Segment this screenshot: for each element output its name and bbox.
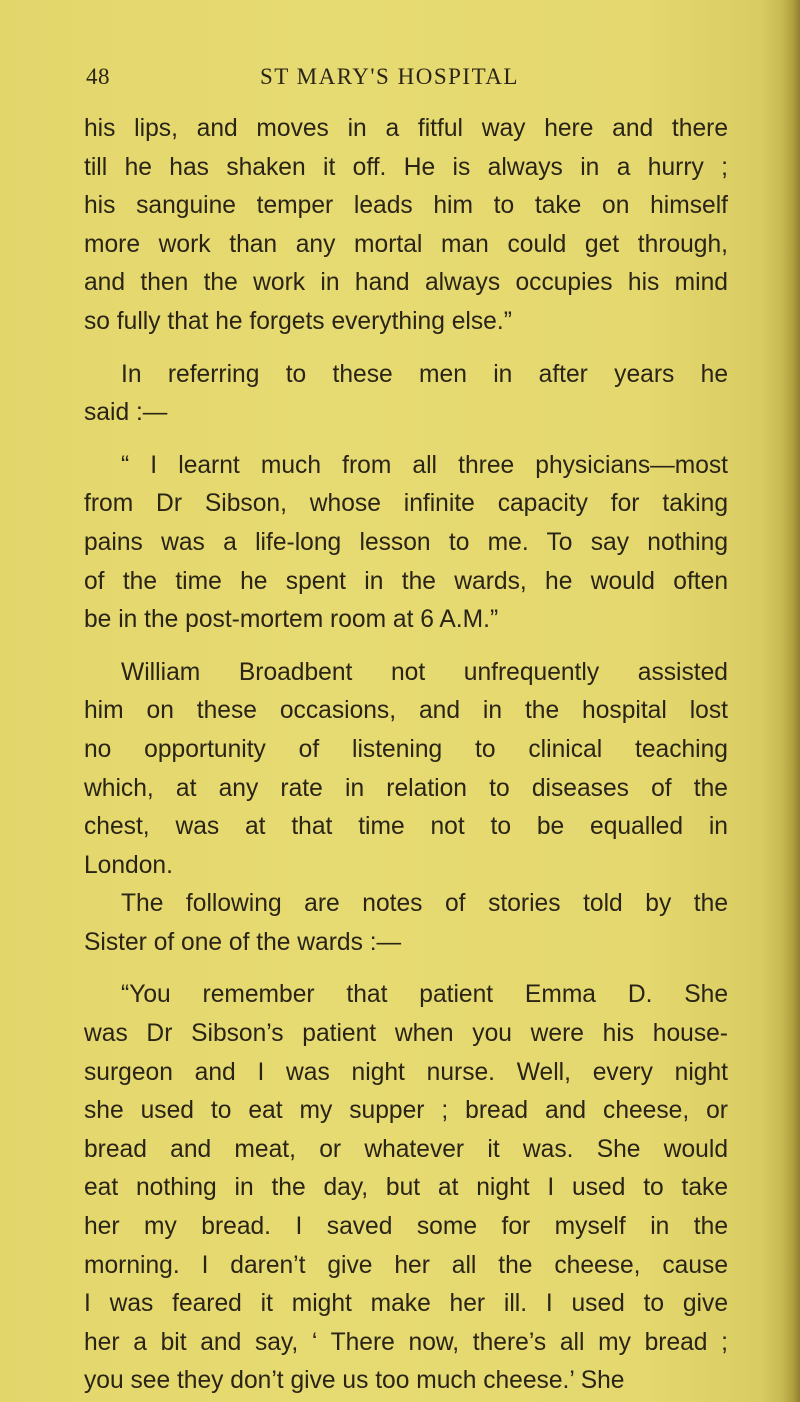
text-line: “ I learnt much from all three physicians—most bbox=[121, 451, 728, 479]
text-line: morning. I daren’t give her all the cheese, cause bbox=[84, 1251, 728, 1279]
paragraph-5 bbox=[84, 885, 728, 962]
text-line: bread and meat, or whatever it was. She would bbox=[84, 1135, 728, 1163]
text-line: so fully that he forgets everything else.” bbox=[84, 307, 512, 335]
text-line: her my bread. I saved some for myself in the bbox=[84, 1213, 728, 1241]
body-text bbox=[84, 110, 728, 1401]
paragraph-6 bbox=[84, 976, 728, 1401]
text-line: “You remember that patient Emma D. She bbox=[121, 981, 728, 1009]
paragraph-1 bbox=[84, 110, 728, 342]
text-line: she used to eat my supper ; bread and cheese, or bbox=[84, 1097, 728, 1125]
text-line: Sister of one of the wards :— bbox=[84, 928, 402, 956]
text-line: London. bbox=[84, 851, 173, 879]
text-line: no opportunity of listening to clinical teaching bbox=[84, 735, 728, 763]
text-line: till he has shaken it off. He is always in a hurry ; bbox=[84, 153, 728, 181]
text-line: The following are notes of stories told by the bbox=[121, 890, 728, 918]
paragraph-2 bbox=[84, 356, 728, 433]
text-line: William Broadbent not unfrequently assisted bbox=[121, 658, 728, 686]
paragraph-3 bbox=[84, 447, 728, 640]
text-line: pains was a life-long lesson to me. To say nothing bbox=[84, 528, 728, 556]
text-line: of the time he spent in the wards, he would often bbox=[84, 567, 728, 595]
text-line: was Dr Sibson’s patient when you were his house- bbox=[84, 1020, 728, 1048]
page-header bbox=[82, 64, 722, 100]
text-line: said :— bbox=[84, 399, 168, 427]
text-line: be in the post-mortem room at 6 A.M.” bbox=[84, 606, 499, 634]
text-line: him on these occasions, and in the hospital lost bbox=[84, 697, 728, 725]
text-line: I was feared it might make her ill. I used to give bbox=[84, 1290, 728, 1318]
text-line: surgeon and I was night nurse. Well, every night bbox=[84, 1058, 728, 1086]
text-line: chest, was at that time not to be equalled in bbox=[84, 813, 728, 841]
text-line: and then the work in hand always occupies his mind bbox=[84, 269, 728, 297]
text-line: eat nothing in the day, but at night I used to take bbox=[84, 1174, 728, 1202]
text-line: from Dr Sibson, whose infinite capacity for taking bbox=[84, 490, 728, 518]
paragraph-4 bbox=[84, 654, 728, 886]
text-line: In referring to these men in after years he bbox=[121, 360, 728, 388]
running-head: ST MARY'S HOSPITAL bbox=[260, 64, 519, 89]
text-line: which, at any rate in relation to diseases of the bbox=[84, 774, 728, 802]
text-line: you see they don’t give us too much cheese.’ She bbox=[84, 1367, 625, 1395]
text-line: more work than any mortal man could get through, bbox=[84, 230, 728, 258]
text-line: her a bit and say, ‘ There now, there’s all my bread ; bbox=[84, 1328, 728, 1356]
text-line: his sanguine temper leads him to take on himself bbox=[84, 192, 728, 220]
page-edge-shadow bbox=[782, 0, 800, 1402]
page-number: 48 bbox=[86, 64, 110, 89]
text-line: his lips, and moves in a fitful way here and there bbox=[84, 115, 728, 142]
